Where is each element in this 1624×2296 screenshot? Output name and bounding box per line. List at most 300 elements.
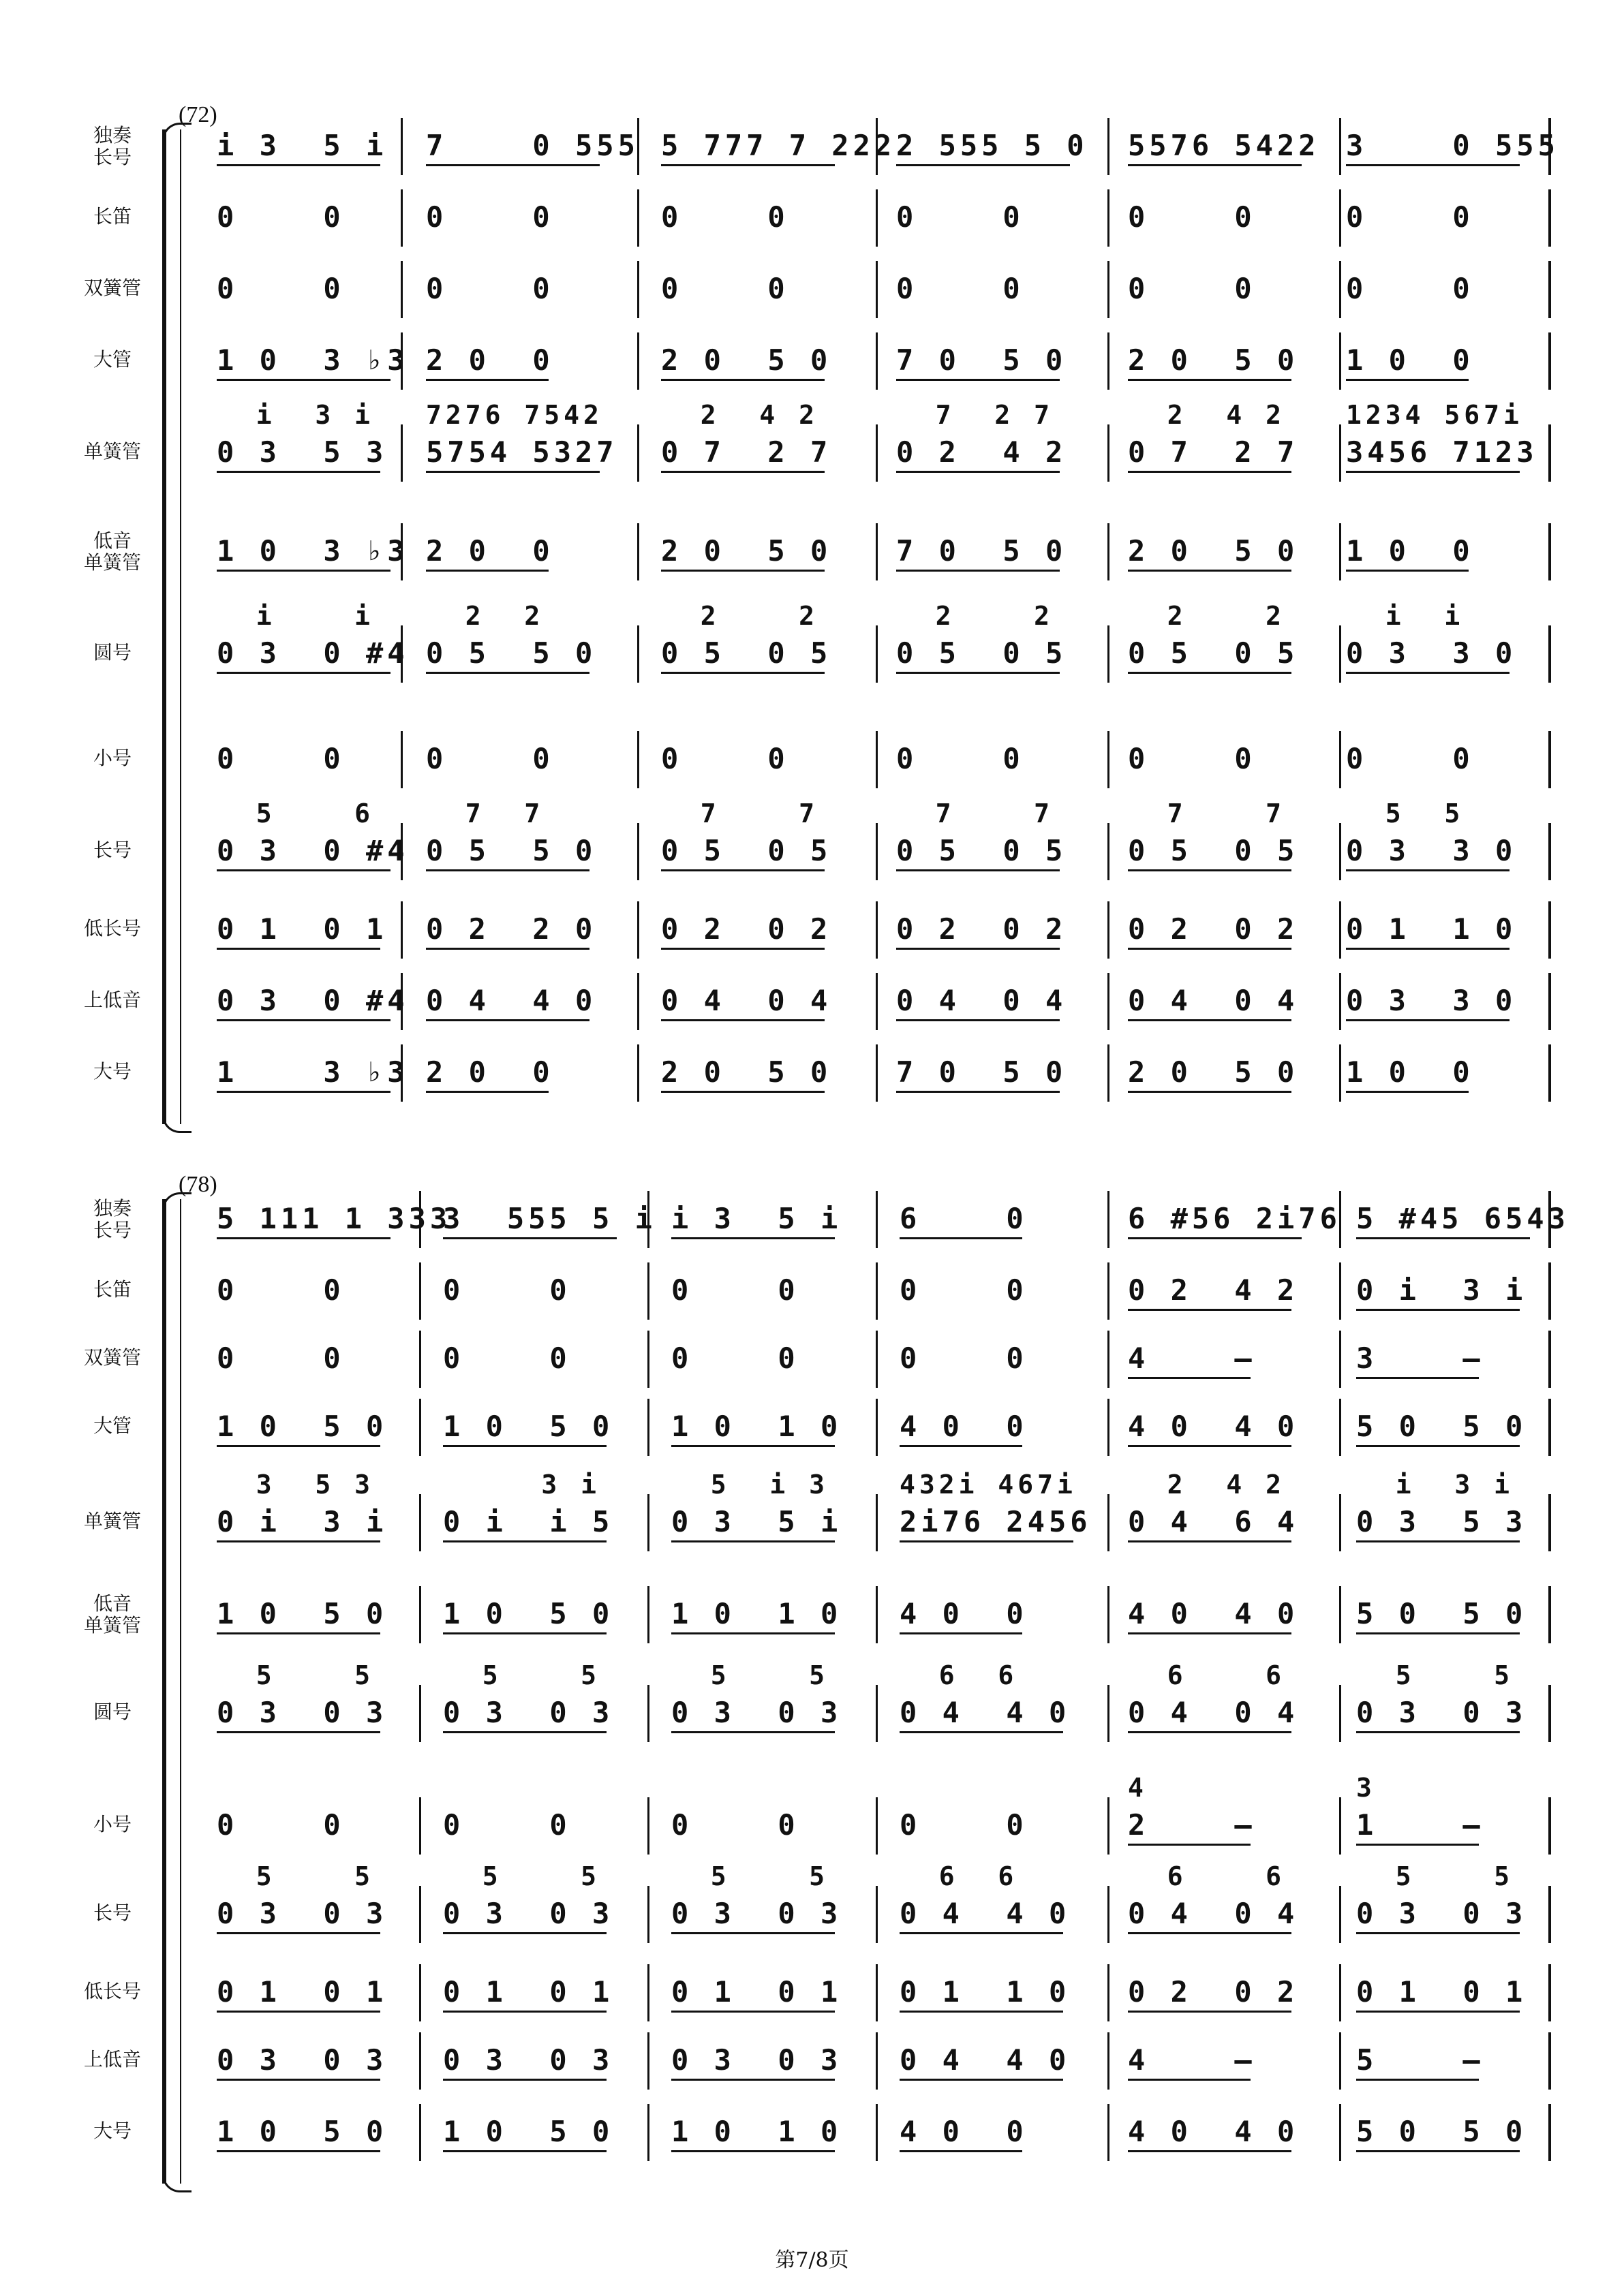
- beam-line: [1128, 1019, 1291, 1021]
- barline: [876, 1191, 878, 1248]
- barline: [1107, 424, 1109, 482]
- beam-line: [1356, 1445, 1520, 1447]
- barline: [647, 1494, 649, 1551]
- barline: [1339, 901, 1341, 959]
- beam-line: [671, 1731, 835, 1733]
- beam-line: [1128, 379, 1291, 381]
- chord-upper-note: 5 i 3: [671, 1470, 829, 1500]
- measure-cell: 0 3 5 i: [671, 1505, 842, 1538]
- measure-cell: 0 0: [661, 200, 789, 234]
- measure-cell: 1 0 1 0: [671, 1597, 842, 1630]
- beam-line: [426, 471, 600, 473]
- chord-upper-note: 6 6: [1128, 1861, 1286, 1891]
- beam-line: [900, 2011, 1063, 2013]
- instrument-label: 大号: [93, 1060, 132, 1083]
- beam-line: [671, 1540, 835, 1542]
- measure-cell: 0 3 0 #4: [217, 834, 409, 867]
- beam-line: [1128, 1932, 1291, 1934]
- chord-upper-note: 6 6: [900, 1861, 1018, 1891]
- beam-line: [1356, 1377, 1479, 1379]
- beam-line: [217, 1237, 390, 1239]
- instrument-label: 小号: [93, 747, 132, 769]
- measure-cell: 0 5 0 5: [661, 834, 832, 867]
- barline: [876, 731, 878, 788]
- measure-cell: i 3 5 i: [671, 1202, 842, 1235]
- beam-line: [661, 869, 825, 871]
- beam-line: [896, 1019, 1060, 1021]
- barline: [647, 1797, 649, 1855]
- beam-line: [896, 164, 1070, 166]
- chord-upper-note: 5 5: [1356, 1861, 1514, 1891]
- beam-line: [1128, 471, 1291, 473]
- chord-upper-note: 7 7: [1128, 798, 1286, 828]
- measure-cell: 5576 5422: [1128, 129, 1320, 162]
- barline: [876, 261, 878, 318]
- measure-cell: 0 3 0 3: [671, 2043, 842, 2077]
- barline: [1107, 1586, 1109, 1643]
- beam-line: [661, 1091, 825, 1093]
- measure-cell: 4 –: [1128, 2043, 1256, 2077]
- measure-cell: 0 3 0 3: [671, 1696, 842, 1729]
- beam-line: [900, 1731, 1063, 1733]
- measure-cell: 5 0 5 0: [1356, 1597, 1527, 1630]
- measure-cell: 0 0: [900, 1341, 1028, 1375]
- beam-line: [217, 1731, 380, 1733]
- barline: [647, 1685, 649, 1742]
- instrument-label: 独奏 长号: [93, 1197, 132, 1241]
- measure-cell: 0 1 0 1: [671, 1975, 842, 2008]
- barline: [876, 1262, 878, 1320]
- barline: [637, 625, 639, 683]
- measure-cell: 0 2 2 0: [426, 912, 597, 946]
- barline: [1339, 823, 1341, 880]
- chord-upper-note: 5 5: [1356, 1660, 1514, 1690]
- beam-line: [900, 1445, 1022, 1447]
- barline: [647, 1586, 649, 1643]
- beam-line: [1128, 1445, 1291, 1447]
- barline: [647, 2104, 649, 2161]
- beam-line: [1356, 1731, 1520, 1733]
- beam-line: [900, 1632, 1022, 1634]
- instrument-label: 长笛: [93, 1278, 132, 1301]
- barline: [637, 1044, 639, 1102]
- chord-upper-note: 3 5 3: [217, 1470, 375, 1500]
- beam-line: [1128, 1540, 1291, 1542]
- measure-cell: 0 5 0 5: [1128, 636, 1299, 670]
- instrument-label: 大管: [93, 348, 132, 371]
- beam-line: [1128, 1091, 1291, 1093]
- measure-cell: 4 0 4 0: [1128, 2115, 1299, 2148]
- beam-line: [1356, 1237, 1530, 1239]
- beam-line: [443, 1445, 607, 1447]
- barline: [419, 2032, 421, 2090]
- beam-line: [671, 1932, 835, 1934]
- measure-cell: 1 0 1 0: [671, 2115, 842, 2148]
- beam-line: [426, 570, 549, 572]
- barline: [1107, 1262, 1109, 1320]
- barline: [1548, 523, 1551, 580]
- measure-cell: 5 –: [1356, 2043, 1484, 2077]
- beam-line: [1346, 948, 1510, 950]
- measure-cell: 3 –: [1356, 1341, 1484, 1375]
- barline: [637, 189, 639, 247]
- page-footer: 第7/8页: [775, 2248, 849, 2272]
- beam-line: [671, 2150, 835, 2152]
- beam-line: [426, 1019, 589, 1021]
- system-brace-bottom: [162, 2173, 191, 2192]
- measure-cell: 0 i 3 i: [1356, 1273, 1527, 1307]
- beam-line: [217, 2079, 380, 2081]
- barline: [1339, 1044, 1341, 1102]
- measure-cell: 5 #45 6543: [1356, 1202, 1569, 1235]
- barline: [419, 1494, 421, 1551]
- beam-line: [1128, 869, 1291, 871]
- beam-line: [217, 1019, 390, 1021]
- beam-line: [661, 948, 825, 950]
- instrument-label: 大号: [93, 2120, 132, 2142]
- measure-cell: 0 3 5 3: [217, 435, 388, 469]
- measure-cell: 0 5 5 0: [426, 636, 597, 670]
- beam-line: [217, 2150, 380, 2152]
- beam-line: [426, 869, 589, 871]
- measure-cell: 0 4 6 4: [1128, 1505, 1299, 1538]
- barline: [1548, 625, 1551, 683]
- instrument-label: 圆号: [93, 641, 132, 664]
- barline: [1548, 1797, 1551, 1855]
- beam-line: [661, 570, 825, 572]
- beam-line: [1128, 672, 1291, 674]
- measure-cell: 0 4 0 4: [1128, 1696, 1299, 1729]
- beam-line: [217, 2011, 380, 2013]
- beam-line: [896, 379, 1060, 381]
- barline: [1548, 189, 1551, 247]
- instrument-label: 低长号: [83, 1980, 141, 2002]
- beam-line: [217, 1632, 380, 1634]
- beam-line: [443, 2011, 607, 2013]
- chord-upper-note: 5 6: [217, 798, 375, 828]
- barline: [1548, 731, 1551, 788]
- barline: [876, 1399, 878, 1456]
- measure-cell: 0 4 4 0: [900, 2043, 1071, 2077]
- measure-cell: 0 0: [671, 1273, 799, 1307]
- beam-line: [671, 2011, 835, 2013]
- measure-cell: 0 3 0 3: [217, 1897, 388, 1930]
- measure-cell: 7 0 5 0: [896, 1055, 1067, 1089]
- instrument-label: 低音 单簧管: [83, 1592, 141, 1636]
- barline: [1107, 1494, 1109, 1551]
- barline: [647, 1331, 649, 1388]
- barline: [1107, 118, 1109, 175]
- barline: [876, 973, 878, 1030]
- instrument-label: 圆号: [93, 1701, 132, 1723]
- barline: [876, 1044, 878, 1102]
- beam-line: [217, 672, 390, 674]
- measure-cell: 0 3 0 3: [1356, 1897, 1527, 1930]
- chord-upper-note: 4: [1128, 1773, 1148, 1803]
- measure-cell: 0 3 3 0: [1346, 834, 1517, 867]
- barline: [1548, 1262, 1551, 1320]
- measure-cell: 0 0: [896, 200, 1024, 234]
- barline: [1339, 118, 1341, 175]
- measure-cell: 0 i i 5: [443, 1505, 614, 1538]
- measure-cell: 1 0 5 0: [217, 2115, 388, 2148]
- beam-line: [426, 672, 589, 674]
- barline: [1107, 1191, 1109, 1248]
- barline: [1107, 2032, 1109, 2090]
- barline: [876, 332, 878, 390]
- chord-upper-note: 1234 567i: [1346, 400, 1523, 430]
- measure-cell: 0 4 0 4: [1128, 1897, 1299, 1930]
- instrument-label: 长号: [93, 839, 132, 861]
- measure-cell: 0 0: [671, 1808, 799, 1842]
- beam-line: [426, 379, 549, 381]
- barline: [637, 823, 639, 880]
- barline: [1107, 523, 1109, 580]
- measure-cell: 2 0 0: [426, 343, 554, 377]
- measure-cell: 0 0: [1346, 272, 1474, 305]
- beam-line: [896, 672, 1060, 674]
- system-brace-top: [162, 1192, 191, 1212]
- measure-cell: 0 0: [671, 1341, 799, 1375]
- measure-cell: 0 0: [217, 1273, 345, 1307]
- measure-cell: 4 0 4 0: [1128, 1410, 1299, 1443]
- beam-line: [1356, 2150, 1520, 2152]
- chord-upper-note: 5 5: [671, 1861, 829, 1891]
- measure-cell: 6 #56 2i76: [1128, 1202, 1341, 1235]
- beam-line: [217, 1091, 390, 1093]
- barline: [1339, 261, 1341, 318]
- measure-cell: 5 0 5 0: [1356, 1410, 1527, 1443]
- measure-cell: 0 0: [217, 272, 345, 305]
- measure-cell: 0 4 4 0: [426, 984, 597, 1017]
- measure-cell: 2 0 5 0: [661, 1055, 832, 1089]
- measure-cell: 0 4 4 0: [900, 1696, 1071, 1729]
- barline: [876, 424, 878, 482]
- measure-cell: 2 0 0: [426, 534, 554, 568]
- barline: [1339, 731, 1341, 788]
- beam-line: [217, 1540, 380, 1542]
- instrument-label: 上低音: [83, 989, 141, 1011]
- beam-line: [661, 672, 825, 674]
- barline: [647, 1262, 649, 1320]
- measure-cell: 0 0: [1346, 742, 1474, 775]
- barline: [1339, 1586, 1341, 1643]
- beam-line: [1128, 1377, 1251, 1379]
- measure-cell: 0 5 0 5: [896, 834, 1067, 867]
- barline: [1548, 1044, 1551, 1102]
- measure-cell: 1 0 5 0: [443, 1597, 614, 1630]
- chord-upper-note: 5 5: [443, 1861, 601, 1891]
- instrument-label: 双簧管: [83, 1346, 141, 1369]
- measure-cell: 0 0: [1128, 200, 1256, 234]
- measure-cell: 4 0 0: [900, 1597, 1028, 1630]
- barline: [1548, 1685, 1551, 1742]
- measure-cell: 0 1 0 1: [1356, 1975, 1527, 2008]
- barline: [1339, 1399, 1341, 1456]
- instrument-label: 上低音: [83, 2048, 141, 2070]
- chord-upper-note: 6 6: [900, 1660, 1018, 1690]
- measure-cell: 0 3 0 3: [671, 1897, 842, 1930]
- barline: [1107, 1797, 1109, 1855]
- barline: [1107, 731, 1109, 788]
- barline: [401, 424, 403, 482]
- barline: [1339, 2104, 1341, 2161]
- barline: [1548, 823, 1551, 880]
- barline: [876, 1331, 878, 1388]
- measure-cell: 0 3 0 #4: [217, 984, 409, 1017]
- beam-line: [1346, 869, 1510, 871]
- barline: [876, 1964, 878, 2021]
- barline: [1548, 2032, 1551, 2090]
- measure-cell: 0 0: [1346, 200, 1474, 234]
- chord-upper-note: i 3 i: [217, 400, 375, 430]
- measure-cell: 0 0: [443, 1808, 571, 1842]
- beam-line: [1128, 2150, 1291, 2152]
- measure-cell: 1 0 0: [1346, 534, 1474, 568]
- beam-line: [443, 1540, 607, 1542]
- beam-line: [671, 1237, 835, 1239]
- barline: [637, 523, 639, 580]
- beam-line: [896, 471, 1060, 473]
- barline: [637, 424, 639, 482]
- barline: [401, 901, 403, 959]
- measure-cell: 7 0 5 0: [896, 534, 1067, 568]
- chord-upper-note: 7 7: [426, 798, 545, 828]
- instrument-label: 低音 单簧管: [83, 529, 141, 574]
- measure-cell: 0 2 4 2: [1128, 1273, 1299, 1307]
- measure-cell: 1 0 5 0: [443, 1410, 614, 1443]
- measure-cell: 2 –: [1128, 1808, 1256, 1842]
- chord-upper-note: 7 2 7: [896, 400, 1054, 430]
- beam-line: [661, 379, 825, 381]
- barline: [1339, 523, 1341, 580]
- measure-cell: 0 2 0 2: [661, 912, 832, 946]
- barline: [419, 1964, 421, 2021]
- barline: [1548, 1331, 1551, 1388]
- measure-cell: 5 111 1 333: [217, 1202, 452, 1235]
- barline: [876, 2032, 878, 2090]
- measure-cell: 2 0 5 0: [661, 343, 832, 377]
- measure-cell: 0 0: [900, 1273, 1028, 1307]
- beam-line: [1128, 570, 1291, 572]
- barline: [401, 118, 403, 175]
- beam-line: [900, 1540, 1073, 1542]
- measure-cell: 4 0 0: [900, 2115, 1028, 2148]
- measure-cell: 2 0 5 0: [661, 534, 832, 568]
- barline: [419, 1797, 421, 1855]
- barline: [637, 973, 639, 1030]
- measure-cell: 6 0: [900, 1202, 1028, 1235]
- beam-line: [426, 1091, 549, 1093]
- measure-cell: 0 0: [900, 1808, 1028, 1842]
- barline: [419, 2104, 421, 2161]
- barline: [876, 189, 878, 247]
- measure-cell: 0 0: [443, 1273, 571, 1307]
- beam-line: [1356, 1844, 1479, 1846]
- barline: [1548, 1494, 1551, 1551]
- beam-line: [1128, 1237, 1302, 1239]
- barline: [1548, 424, 1551, 482]
- beam-line: [1356, 1932, 1520, 1934]
- measure-cell: 1 0 5 0: [443, 2115, 614, 2148]
- barline: [1107, 1685, 1109, 1742]
- measure-cell: 0 5 5 0: [426, 834, 597, 867]
- chord-upper-note: 5 5: [1346, 798, 1465, 828]
- beam-line: [1128, 948, 1291, 950]
- beam-line: [443, 1237, 617, 1239]
- chord-upper-note: 2 4 2: [1128, 400, 1286, 430]
- measure-cell: 3 555 5 i: [443, 1202, 656, 1235]
- barline: [1107, 332, 1109, 390]
- chord-upper-note: 2 2: [1128, 601, 1286, 631]
- barline: [419, 1886, 421, 1943]
- measure-cell: 5 0 5 0: [1356, 2115, 1527, 2148]
- chord-upper-note: 2 2: [426, 601, 545, 631]
- instrument-label: 长笛: [93, 205, 132, 228]
- barline: [1339, 1797, 1341, 1855]
- beam-line: [1346, 672, 1510, 674]
- beam-line: [900, 1932, 1063, 1934]
- chord-upper-note: 7276 7542: [426, 400, 603, 430]
- barline: [1107, 2104, 1109, 2161]
- barline: [647, 1399, 649, 1456]
- measure-cell: 0 3 3 0: [1346, 636, 1517, 670]
- measure-cell: 0 7 2 7: [661, 435, 832, 469]
- measure-cell: 2 0 0: [426, 1055, 554, 1089]
- measure-cell: 0 3 3 0: [1346, 984, 1517, 1017]
- measure-cell: 7 0 5 0: [896, 343, 1067, 377]
- barline: [1107, 1331, 1109, 1388]
- instrument-label: 低长号: [83, 917, 141, 940]
- measure-cell: 0 0: [443, 1341, 571, 1375]
- measure-number: (72): [179, 102, 217, 127]
- barline: [876, 1797, 878, 1855]
- measure-cell: 0 0: [426, 742, 554, 775]
- barline: [1107, 823, 1109, 880]
- measure-cell: 0 3 0 3: [443, 2043, 614, 2077]
- system-brace-top: [162, 123, 191, 142]
- chord-upper-note: 7 7: [896, 798, 1054, 828]
- measure-cell: 5 777 7 222: [661, 129, 896, 162]
- beam-line: [217, 379, 390, 381]
- barline: [1339, 973, 1341, 1030]
- measure-cell: 2 0 5 0: [1128, 534, 1299, 568]
- barline: [1339, 1262, 1341, 1320]
- measure-cell: 0 0: [896, 742, 1024, 775]
- chord-upper-note: 5 5: [217, 1861, 375, 1891]
- instrument-label: 双簧管: [83, 277, 141, 299]
- chord-upper-note: 2 4 2: [1128, 1470, 1286, 1500]
- measure-cell: 0 5 0 5: [661, 636, 832, 670]
- barline: [1548, 1586, 1551, 1643]
- measure-cell: 2i76 2456: [900, 1505, 1092, 1538]
- chord-upper-note: 3: [1356, 1773, 1376, 1803]
- beam-line: [217, 1445, 380, 1447]
- barline: [637, 731, 639, 788]
- barline: [1107, 1044, 1109, 1102]
- beam-line: [900, 2150, 1022, 2152]
- measure-cell: 1 0 1 0: [671, 1410, 842, 1443]
- measure-cell: 0 3 0 3: [217, 1696, 388, 1729]
- beam-line: [671, 2079, 835, 2081]
- measure-cell: 0 0: [661, 742, 789, 775]
- measure-cell: 0 0: [217, 742, 345, 775]
- instrument-label: 单簧管: [83, 440, 141, 463]
- measure-cell: 0 0: [1128, 742, 1256, 775]
- beam-line: [443, 1632, 607, 1634]
- beam-line: [671, 1445, 835, 1447]
- barline: [876, 1685, 878, 1742]
